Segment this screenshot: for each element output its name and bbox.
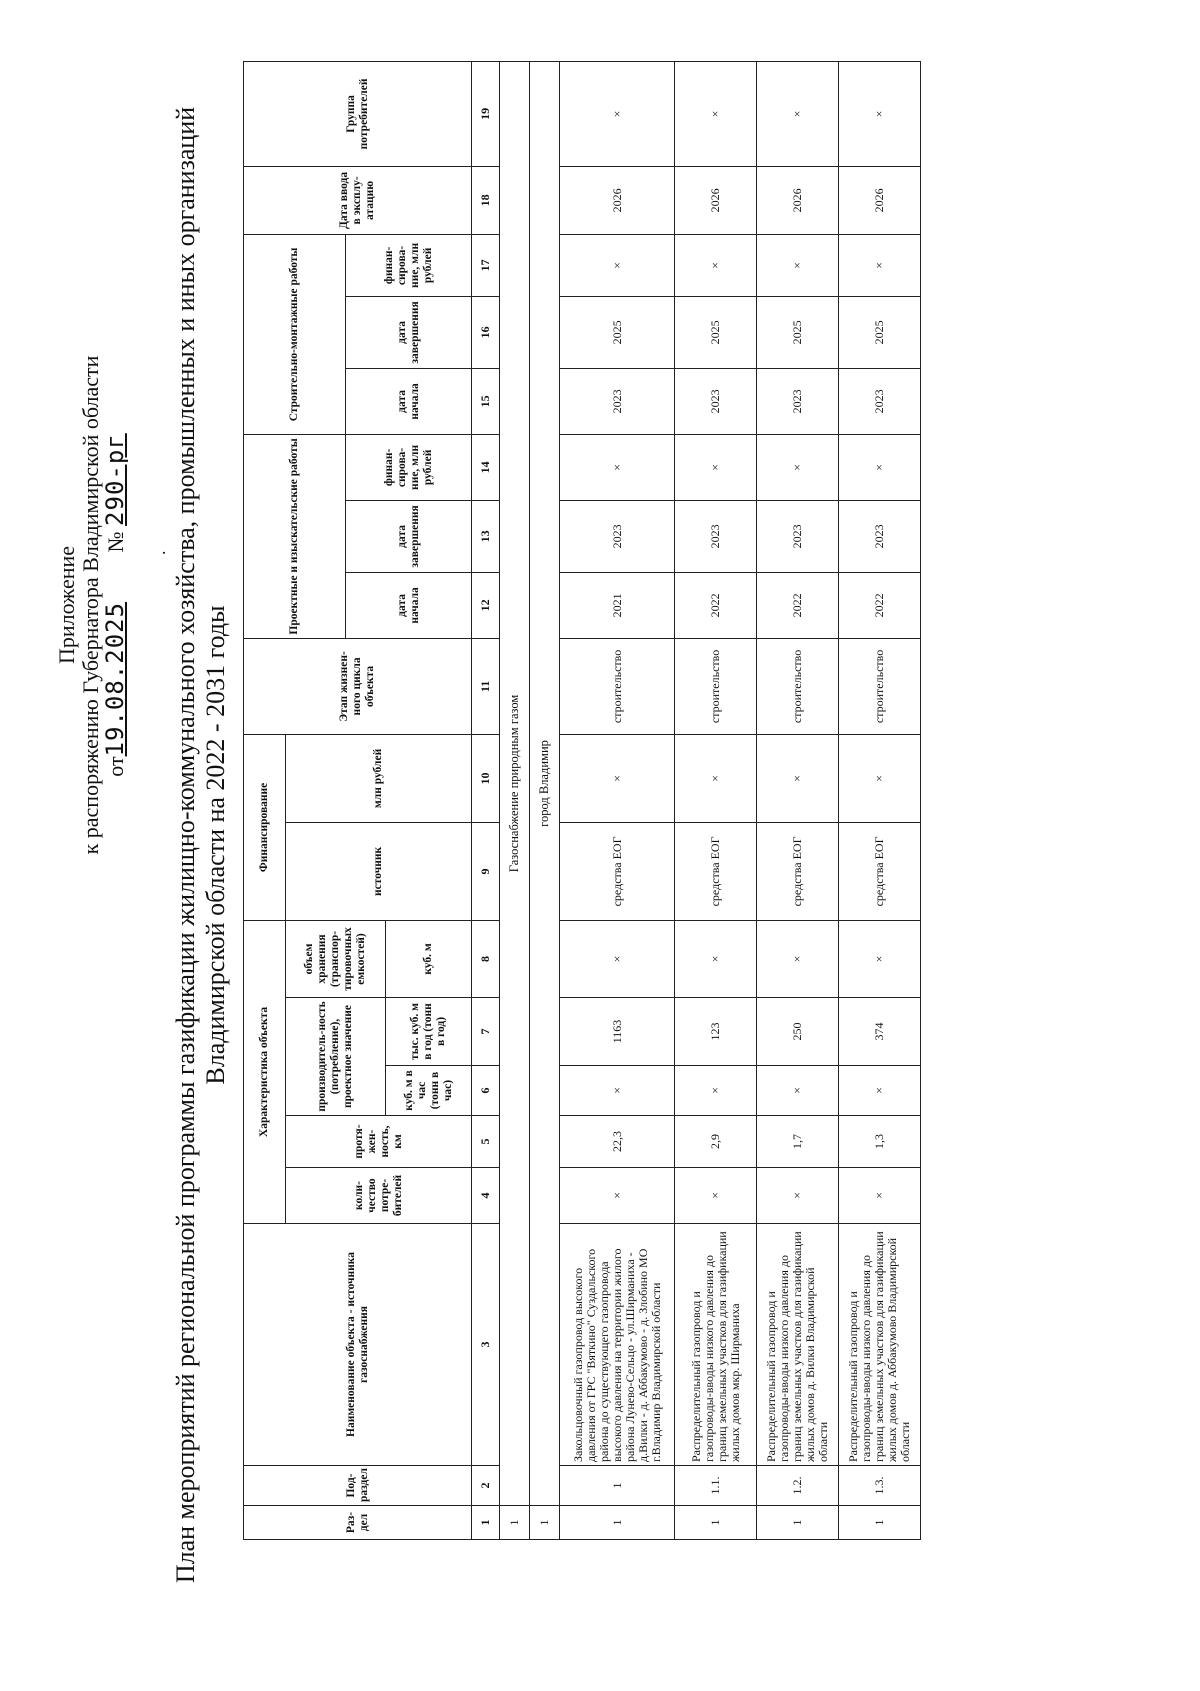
annex-block: [55, 155, 128, 1055]
column-number-row: 1 2 3 4 5 6 7 8 9 10 11 12 13 14 15 16 17 18 19: [472, 61, 500, 1539]
header-length: протя-жен-ность, км: [286, 1116, 472, 1168]
table-row: 1 1 Закольцовочный газопровод высокого давления от ГРС "Вяткино" Суздальского района до существующего газопровода высокого давления на территории жилого района Лунево-Сельцо - ул.Ширманиха - д.Вилки - д. Аббакумово - д. Злобино МО г.Владимир Владимирской области × 22,3 × 1163 × средства ЕОГ × строительство 2021 2023 × 2023 2025 × 2026 ×: [560, 61, 675, 1539]
plan-table: [243, 61, 921, 1540]
header-storage: объем хранения (транспор-тировочных емкостей): [286, 920, 386, 997]
header-construction-works: Строительно-монтажные работы: [244, 234, 346, 434]
header-design-works: Проектные и изыскательские работы: [244, 434, 346, 638]
annex-reference: к распоряжению Губернатора Владимирской области: [78, 355, 103, 855]
table-row: 1 1.3. Распределительный газопровод и газопроводы-вводы низкого давления до границ земельных участков для газификации жилых домов д. Аббакумово Владимирской области × 1,3 × 374 × средства ЕОГ × строительство 2022 2023 × 2023 2025 × 2026 ×: [839, 61, 921, 1539]
header-stage: Этап жизнен-ного цикла объекта: [244, 638, 472, 734]
header-design-end: дата завершения: [346, 500, 472, 572]
header-source: источник: [286, 822, 472, 920]
header-design-start: дата начала: [346, 572, 472, 638]
header-consumer-group: Группа потребителей: [244, 61, 472, 166]
plan-title: План мероприятий региональной программы газификации жилищно-коммунального хозяйства, промышленных и иных организаций Владимирской области на 2022 - 2031 годы: [171, 106, 230, 1584]
header-construction-end: дата завершения: [346, 296, 472, 368]
annex-title: Приложение: [54, 545, 79, 665]
header-name: Наименование объекта - источника газоснабжения: [244, 1224, 472, 1466]
annex-date: 19.08.2025: [101, 601, 129, 757]
document-page: [55, 35, 1145, 1655]
annex-number: 290-рг: [101, 433, 129, 526]
stray-dot: .: [149, 550, 169, 555]
header-mln: млн рублей: [286, 734, 472, 822]
header-characteristics: Характеристика объекта: [244, 920, 286, 1223]
header-storage-unit: куб. м: [386, 920, 472, 997]
header-podrazdel: Под-раздел: [244, 1466, 472, 1506]
header-design-fin: финан-сирова-ние, млн рублей: [346, 434, 472, 500]
table-row: 1 1.2. Распределительный газопровод и газопроводы-вводы низкого давления до границ земельных участков для газификации жилых домов д. Вилки Владимирской области × 1,7 × 250 × средства ЕОГ × строительство 2022 2023 × 2023 2025 × 2026 ×: [757, 61, 839, 1539]
band-city-label: город Владимир: [530, 61, 560, 1505]
header-capacity: производитель-ность (потребление), проектное значение: [286, 998, 386, 1116]
header-construction-start: дата начала: [346, 368, 472, 434]
table-row: 1 1.1. Распределительный газопровод и газопроводы-вводы низкого давления до границ земельных участков для газификации жилых домов мкр. Ширманиха × 2,9 × 123 × средства ЕОГ × строительство 2022 2023 × 2023 2025 × 2026 ×: [675, 61, 757, 1539]
header-razdel: Раз-дел: [244, 1506, 472, 1540]
header-commission-date: Дата ввода в эксплу-атацию: [244, 166, 472, 234]
band-city: 1 город Владимир: [530, 61, 560, 1539]
header-cap-year: тыс. куб. м в год (тонн в год): [386, 998, 472, 1066]
band-gas-supply: 1 Газоснабжение природным газом: [500, 61, 530, 1539]
header-construction-fin: финан-сирова-ние, млн рублей: [346, 234, 472, 296]
header-financing: Финансирование: [244, 734, 286, 920]
header-cap-hour: куб. м в час (тонн в час): [386, 1066, 472, 1116]
header-row-1: [244, 61, 286, 1539]
band-gas-label: Газоснабжение природным газом: [500, 61, 530, 1505]
header-consumers: коли-чество потре-бителей: [286, 1168, 472, 1224]
annex-date-number: от19.08.2025 № 290-рг: [101, 433, 129, 777]
